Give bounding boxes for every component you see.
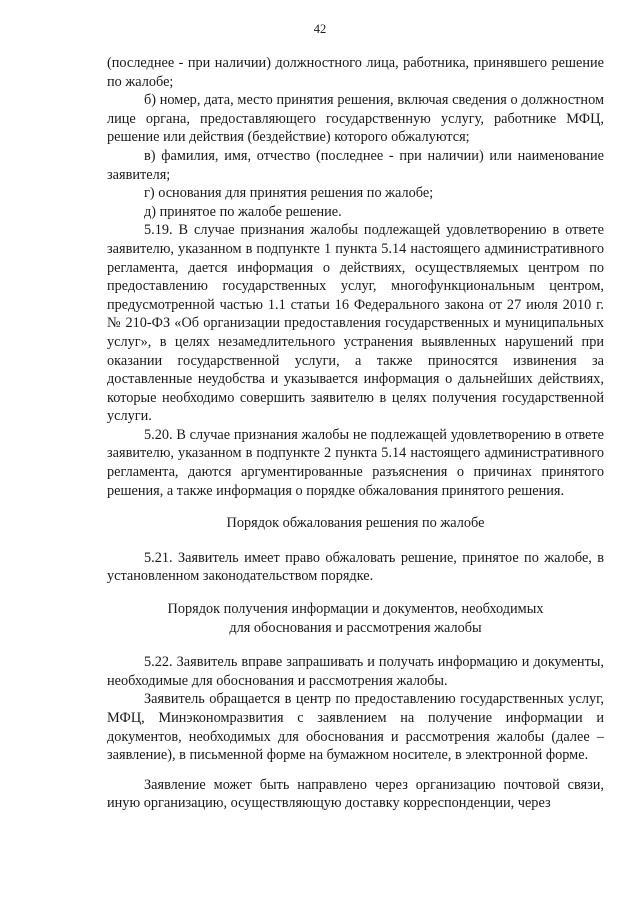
paragraph-application: Заявитель обращается в центр по предоставлению государственных услуг, МФЦ, Минэкономразвития с заявлением на получение информации и документов, необходимых для обоснования и рассмотрения жалобы (далее – заявление), в письменной форме на бумажном носителе, в электронной форме. xyxy=(107,691,604,764)
paragraph-5-19: 5.19. В случае признания жалобы подлежащей удовлетворению в ответе заявителю, указанном в подпункте 1 пункта 5.14 настоящего административного регламента, дается информация о действиях, осуществляемых центром по предоставлению государственных услуг, многофункциональным центром, предусмотренной частью 1.1 статьи 16 Федерального закона от 27 июля 2010 г. № 210-ФЗ «Об организации предоставления государственных и муниципальных услуг», в целях незамедлительного устранения выявленных нарушений при оказании государственной услуги, а также приносятся извинения за доставленные неудобства и указывается информация о дальнейших действиях, которые необходимо совершить заявителю в целях получения государственной услуги. xyxy=(107,222,604,425)
paragraph-item-b: б) номер, дата, место принятия решения, включая сведения о должностном лице органа, предоставляющего государственную услугу, работнике МФЦ, решение или действия (бездействие) которого обжалуются; xyxy=(107,92,604,146)
page-number: 42 xyxy=(313,22,327,36)
paragraph-5-21: 5.21. Заявитель имеет право обжаловать решение, принятое по жалобе, в установленном законодательством порядке. xyxy=(107,549,604,585)
heading-line-1: Порядок получения информации и документов, необходимых xyxy=(167,601,544,618)
paragraph-5-20: 5.20. В случае признания жалобы не подлежащей удовлетворению в ответе заявителю, указанном в подпункте 2 пункта 5.14 настоящего административного регламента, даются аргументированные разъяснения о причинах принятого решения, а также информация о порядке обжалования принятого решения. xyxy=(107,426,604,499)
paragraph-continuation: (последнее - при наличии) должностного лица, работника, принявшего решение по жалобе; xyxy=(107,55,604,90)
heading-line-2: для обоснования и рассмотрения жалобы xyxy=(229,619,482,636)
paragraph-item-v: в) фамилия, имя, отчество (последнее - при наличии) или наименование заявителя; xyxy=(107,147,604,183)
document-body xyxy=(107,54,604,813)
paragraph-5-22: 5.22. Заявитель вправе запрашивать и получать информацию и документы, необходимые для обоснования и рассмотрения жалобы. xyxy=(107,654,604,689)
paragraph-item-g: г) основания для принятия решения по жалобе; xyxy=(144,185,434,202)
section-heading-appeal: Порядок обжалования решения по жалобе xyxy=(226,515,485,532)
paragraph-item-d: д) принятое по жалобе решение. xyxy=(144,203,342,220)
section-heading-info-documents xyxy=(107,600,604,637)
paragraph-delivery: Заявление может быть направлено через организацию почтовой связи, иную организацию, осуществляющую доставку корреспонденции, через xyxy=(107,776,604,812)
